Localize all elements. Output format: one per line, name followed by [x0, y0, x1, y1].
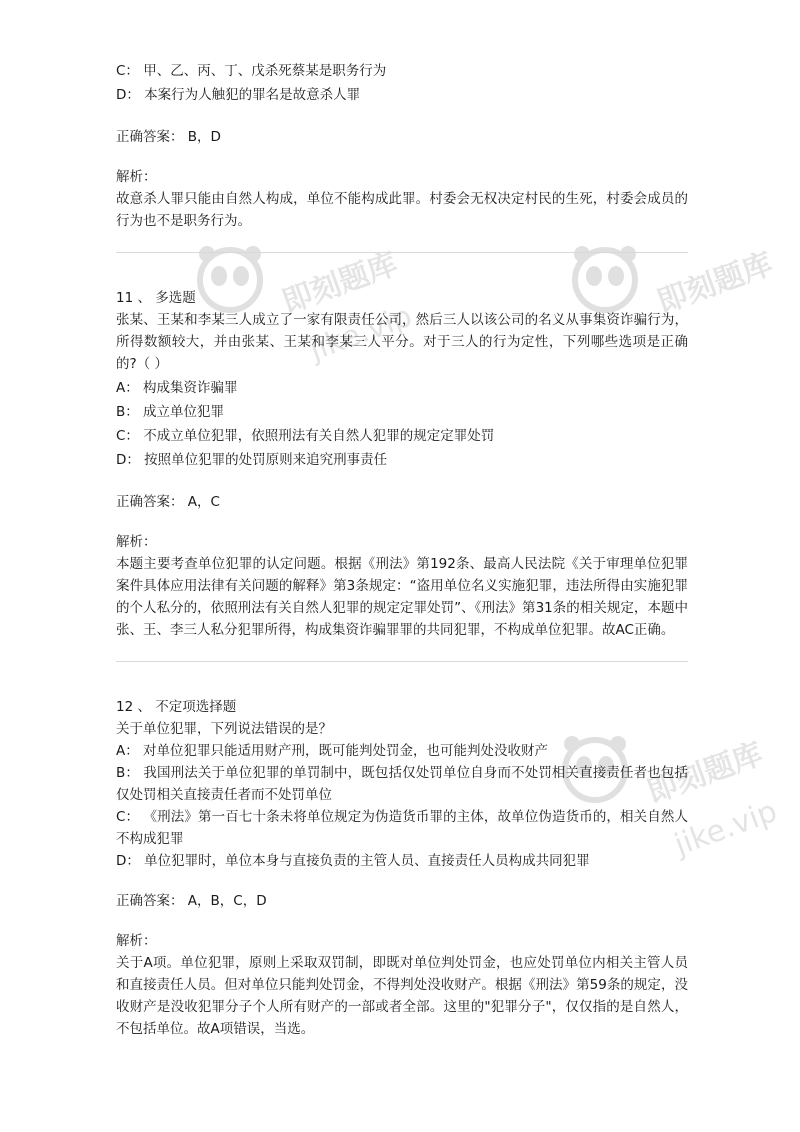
- q11-option-a: A： 构成集资诈骗罪: [116, 380, 238, 396]
- watermark-brand: 即刻题库: [652, 246, 778, 321]
- q11-analysis: 本题主要考查单位犯罪的认定问题。根据《刑法》第192条、最高人民法院《关于审理单位犯罪案件具体应用法律有关问题的解释》第3条规定：“盗用单位名义实施犯罪，违法所得由实施犯罪的个人私分的，依照刑法有关自然人犯罪的规定定罪处罚”、《刑法》第31条的相关规定，本题中张、王、李三人私分犯罪所得，构成集资诈骗罪罪的共同犯罪，不构成单位犯罪。故AC正确。: [116, 556, 688, 638]
- watermark-brand: 即刻题库: [642, 736, 768, 811]
- q12-analysis-label: 解析：: [116, 933, 157, 949]
- q12-answer: 正确答案： A，B，C，D: [116, 893, 267, 909]
- q12-option-b: B： 我国刑法关于单位犯罪的单罚制中，既包括仅处罚单位自身而不处罚相关直接责任者也包括仅处罚相关直接责任者而不处罚单位: [116, 765, 688, 803]
- prev-option-d: D： 本案行为人触犯的罪名是故意杀人罪: [116, 87, 361, 103]
- q12-option-d: D： 单位犯罪时，单位本身与直接负责的主管人员、直接责任人员构成共同犯罪: [116, 853, 590, 869]
- prev-answer: 正确答案： B，D: [116, 129, 221, 145]
- prev-option-c: C： 甲、乙、丙、丁、戊杀死蔡某是职务行为: [116, 63, 387, 79]
- q12-analysis: 关于A项。单位犯罪，原则上采取双罚制，即既对单位判处罚金，也应处罚单位内相关主管人员和直接责任人员。但对单位只能判处罚金，不得判处没收财产。根据《刑法》第59条的规定，没收财产是没收犯罪分子个人所有财产的一部或者全部。这里的"犯罪分子"，仅仅指的是自然人，不包括单位。故A项错误，当选。: [116, 955, 688, 1037]
- divider: [116, 252, 688, 253]
- prev-analysis-label: 解析：: [116, 169, 157, 185]
- watermark-url: jike.vip: [305, 298, 417, 368]
- q12-option-a: A： 对单位犯罪只能适用财产刑，既可能判处罚金，也可能判处没收财产: [116, 743, 549, 759]
- q11-option-d: D： 按照单位犯罪的处罚原则来追究刑事责任: [116, 452, 388, 468]
- q11-header: 11 、 多选题: [116, 290, 196, 306]
- q12-header: 12 、 不定项选择题: [116, 699, 237, 715]
- q11-option-b: B： 成立单位犯罪: [116, 404, 225, 420]
- watermark-brand: 即刻题库: [277, 246, 403, 321]
- q11-answer: 正确答案： A，C: [116, 494, 220, 510]
- q12-option-c: C： 《刑法》第一百七十条未将单位规定为伪造货币罪的主体，故单位伪造货币的，相关自然人不构成犯罪: [116, 809, 688, 847]
- document-page: [116, 58, 688, 1040]
- q11-option-c: C： 不成立单位犯罪，依照刑法有关自然人犯罪的规定定罪处罚: [116, 428, 495, 444]
- watermark-url: jike.vip: [670, 793, 782, 863]
- q12-stem: 关于单位犯罪，下列说法错误的是？: [116, 721, 332, 737]
- divider: [116, 661, 688, 662]
- prev-analysis: 故意杀人罪只能由自然人构成，单位不能构成此罪。村委会无权决定村民的生死，村委会成员的行为也不是职务行为。: [116, 191, 688, 229]
- q11-analysis-label: 解析：: [116, 534, 157, 550]
- q11-stem: 张某、王某和李某三人成立了一家有限责任公司，然后三人以该公司的名义从事集资诈骗行为，所得数额较大，并由张某、王某和李某三人平分。对于三人的行为定性，下列哪些选项是正确的?（ ）: [116, 312, 688, 372]
